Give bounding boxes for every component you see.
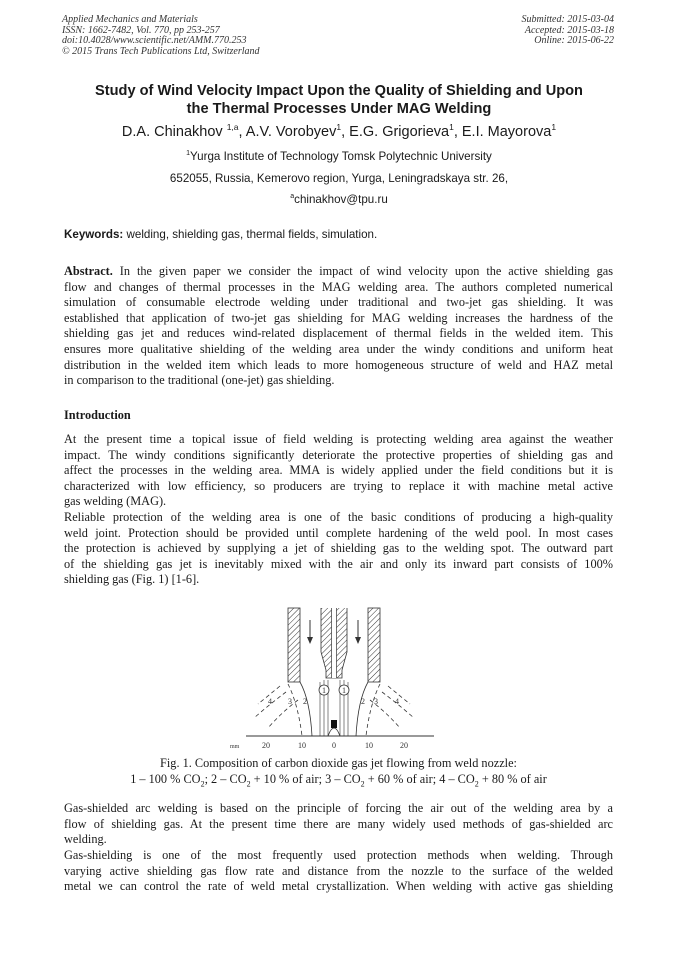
text-line: Reliable protection of the welding area is one of the basic conditions of producing a high-quality	[64, 510, 613, 524]
caption-sub: 2	[474, 779, 479, 789]
zone-label: 4	[395, 697, 399, 706]
zone-label: 4	[268, 697, 272, 706]
author-name: A.V. Vorobyev	[245, 124, 337, 140]
text-line: impact. The windy conditions significantly deteriorate the protective properties of shielding gas and	[64, 447, 613, 462]
caption-part: 1 – 100 % CO	[130, 772, 201, 786]
caption-sub: 2	[200, 779, 205, 789]
keywords-label: Keywords:	[64, 228, 124, 241]
body-paragraph-4	[64, 848, 613, 895]
text-line: varying active shielding gas flow rate and distance from the nozzle to the surface of the welded	[64, 863, 613, 878]
caption-part: + 80 % of air	[478, 772, 547, 786]
arc-spot	[331, 720, 337, 728]
affiliation-email	[20, 193, 658, 206]
affil-sup: a	[290, 193, 295, 201]
title-line-2: the Thermal Processes Under MAG Welding	[186, 101, 492, 117]
abstract	[64, 264, 613, 389]
submitted-date: Submitted: 2015-03-04	[521, 14, 614, 25]
flow-arrow-right	[355, 620, 361, 644]
abstract-line: shielding gas jet and reduces wind-related displacement of thermal fields in the welded item. This	[64, 326, 613, 341]
journal-name: Applied Mechanics and Materials	[62, 14, 198, 25]
axis-tick: 10	[365, 741, 373, 750]
text-line: of the shielding gas jet is inevitably mixed with the air and only its inward part consists of 100%	[64, 556, 613, 571]
figure-caption-line-2	[64, 772, 613, 792]
axis-tick: 20	[400, 741, 408, 750]
abstract-line: established that application of two-jet gas shielding for MAG welding increases the hardness of the	[64, 310, 613, 325]
journal-info	[62, 15, 260, 57]
zone-label: 1	[322, 686, 326, 695]
weld-pool	[328, 728, 340, 736]
email-text: chinakhov@tpu.ru	[294, 193, 388, 206]
figure-gas-jet-diagram	[228, 600, 452, 752]
text-line: gas welding (MAG).	[64, 494, 167, 509]
caption-part: + 10 % of air; 3 – CO	[250, 772, 361, 786]
intro-paragraph-2	[64, 510, 613, 588]
axis-tick: 0	[332, 741, 336, 750]
figure-caption-line-1: Fig. 1. Composition of carbon dioxide gas jet flowing from weld nozzle:	[160, 756, 517, 770]
caption-part: ; 2 – CO	[204, 772, 247, 786]
zone-label: 2	[303, 697, 307, 706]
author-sup: 1,a	[226, 122, 239, 133]
paper-title	[40, 82, 638, 118]
caption-sub: 2	[360, 779, 365, 789]
flow-arrow-left	[307, 620, 313, 644]
text-line: flow of shielding gas. At the present time there are many widely used methods of gas-shielded arc	[64, 816, 613, 831]
axis-tick: 20	[262, 741, 270, 750]
text-line: shielding gas (Fig. 1) [1-6].	[64, 572, 200, 587]
affil-sup: 1	[186, 150, 191, 158]
author-list: D.A. Chinakhov $^{1,a}$, A.V. Vorobyev$^1$, E.G. Grigorieva$^1$, E.I. Mayorova$^1$	[121, 122, 557, 140]
title-line-1: Study of Wind Velocity Impact Upon the Quality of Shielding and Upon	[95, 83, 583, 99]
zone-labels	[268, 686, 399, 706]
text-line: Gas-shielded arc welding is based on the principle of forcing the air out of the welding area by a	[64, 801, 613, 815]
caption-sub: 2	[246, 779, 251, 789]
text-line: Gas-shielding is one of the most frequently used protection methods when welding. Through	[64, 848, 613, 862]
author-sup: 1	[336, 122, 342, 133]
abstract-line: simulation of consumable electrode welding under traditional and two-jet gas shielding. It was	[64, 295, 613, 310]
author-name: D.A. Chinakhov	[121, 124, 223, 140]
caption-part: + 60 % of air; 4 – CO	[364, 772, 475, 786]
abstract-text: In the given paper we consider the impact of wind velocity upon the active shielding gas	[112, 264, 613, 278]
zone-label: 3	[288, 697, 292, 706]
abstract-line: flow and changes of thermal processes in the MAG welding area. The authors completed numerical	[64, 279, 613, 294]
dates-info	[522, 15, 615, 47]
keywords-text: welding, shielding gas, thermal fields, simulation.	[123, 228, 378, 241]
abstract-label: Abstract.	[64, 264, 113, 278]
copyright-line: © 2015 Trans Tech Publications Ltd, Switzerland	[62, 45, 260, 57]
zone-boundary-2-left	[300, 682, 312, 736]
issn-line: ISSN: 1662-7482, Vol. 770, pp 253-257	[62, 24, 220, 36]
body-paragraph-3	[64, 801, 613, 848]
keywords	[64, 228, 377, 241]
abstract-line: in comparison to the traditional (one-jet) gas shielding.	[64, 373, 335, 388]
text-line: affect the processes in the welding area. MMA is widely applied under the field conditions but it is	[64, 463, 613, 478]
zone-label: 3	[374, 697, 378, 706]
axis-ticks	[230, 741, 408, 750]
section-heading-introduction: Introduction	[64, 408, 131, 422]
zone-label: 2	[361, 697, 365, 706]
abstract-line	[64, 264, 613, 280]
text-line: metal we can control the rate of weld metal crystallization. When welding with active gas shielding	[64, 879, 613, 894]
text-line: characterized with low efficiency, so producers are trying to replace it with machine metal active	[64, 478, 613, 493]
doi-line: doi:10.4028/www.scientific.net/AMM.770.253	[62, 35, 247, 46]
affiliation-address: 652055, Russia, Kemerovo region, Yurga, Leningradskaya str. 26,	[169, 172, 509, 185]
author-sup: 1	[551, 122, 557, 133]
intro-paragraph-1	[64, 432, 613, 510]
axis-unit: mm	[230, 744, 240, 750]
abstract-line: ensures more qualitative shielding of the welding area under the windy conditions and uniform heat	[64, 341, 613, 356]
accepted-date: Accepted: 2015-03-18	[524, 24, 614, 36]
text-line: weld joint. Protection should be provided until complete hardening of the weld pool. In most cases	[64, 525, 613, 540]
nozzle-wall-right	[368, 608, 380, 682]
text-line: the protection is achieved by supplying a jet of shielding gas to the welding spot. The outward part	[64, 541, 613, 556]
online-date: Online: 2015-06-22	[534, 35, 614, 46]
text-line: At the present time a topical issue of field welding is protecting welding area against the weather	[64, 432, 613, 446]
zone-label: 1	[342, 686, 346, 695]
abstract-line: distribution in the welded item which leads to more homogeneous structure of weld and HAZ metal	[64, 357, 613, 372]
author-name: E.G. Grigorieva	[349, 124, 450, 140]
axis-tick: 10	[298, 741, 306, 750]
author-sup: 1	[449, 122, 454, 133]
author-name: E.I. Mayorova	[461, 124, 552, 140]
affil-text: Yurga Institute of Technology Tomsk Polytechnic University	[190, 150, 492, 163]
text-line: welding.	[64, 832, 107, 847]
nozzle-wall-left	[288, 608, 300, 682]
zone-boundary-2-right	[356, 682, 368, 736]
affiliation-institution	[20, 150, 658, 163]
